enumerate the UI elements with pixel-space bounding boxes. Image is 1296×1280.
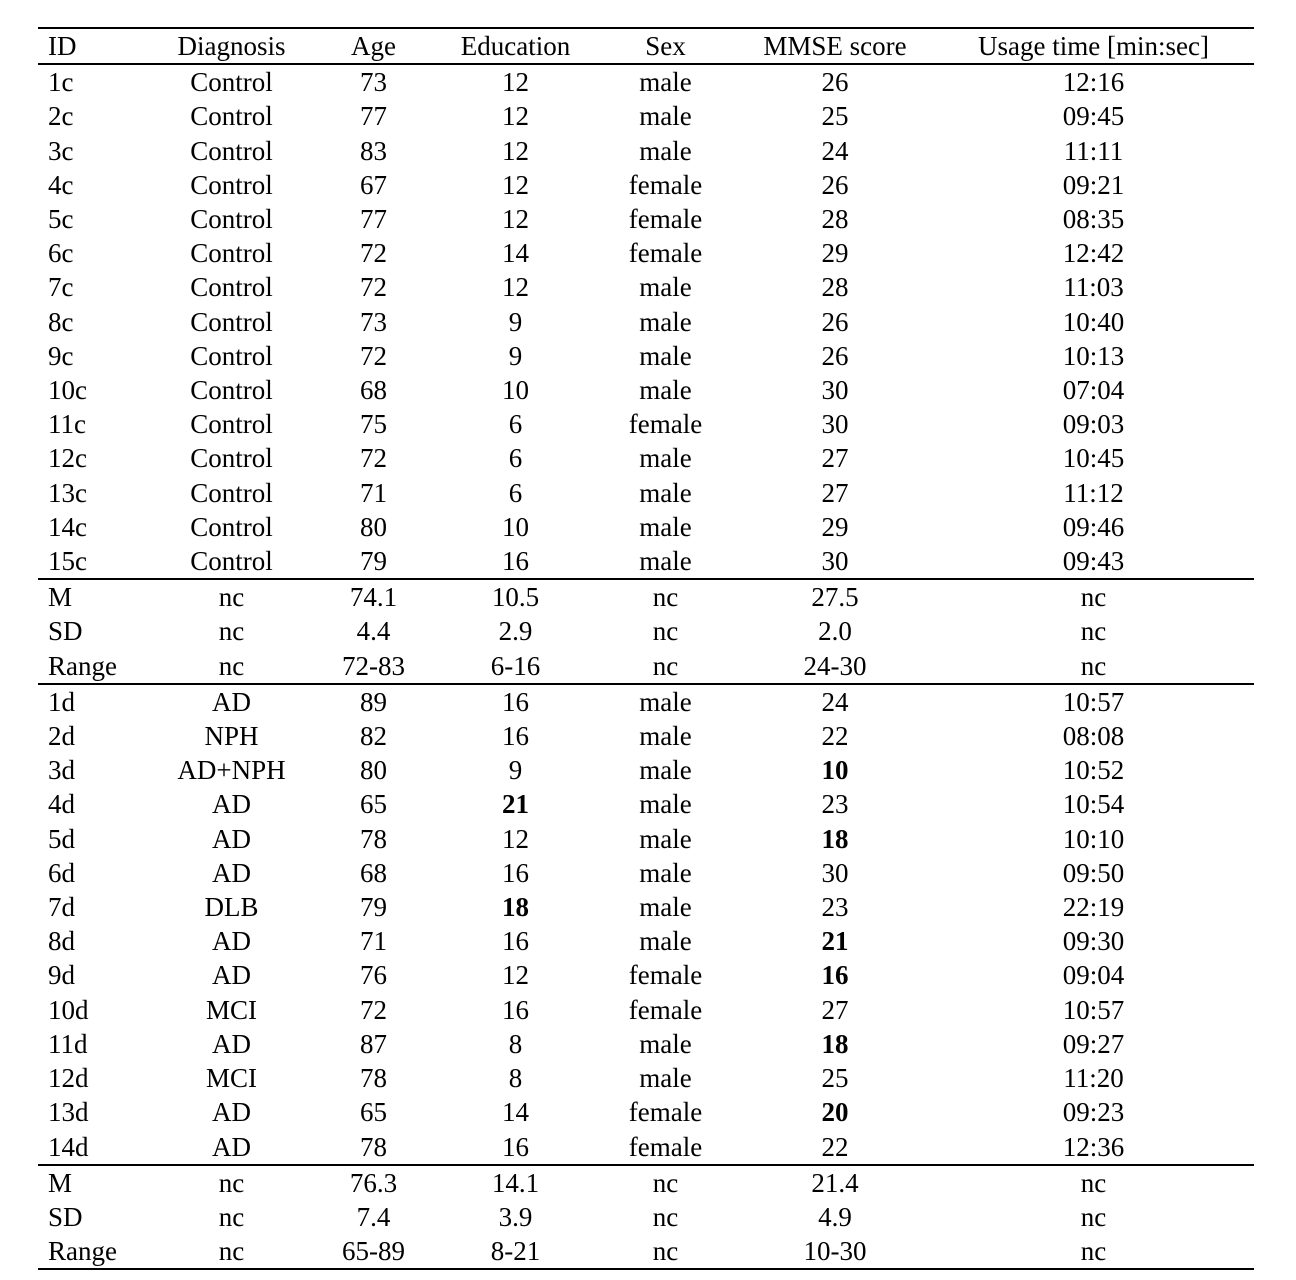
table-cell: nc: [1080, 616, 1107, 647]
table-cell: 10c: [48, 375, 87, 406]
table-cell: male: [639, 926, 692, 957]
table-cell: 72: [360, 340, 387, 371]
table-row: [38, 373, 1254, 407]
table-row: [38, 958, 1254, 992]
table-cell: 18: [821, 1028, 849, 1059]
table-cell: nc: [218, 616, 245, 647]
table-cell: 13c: [48, 477, 87, 508]
table-row: [38, 787, 1254, 821]
table-cell: 22: [821, 721, 849, 752]
table-cell: M: [38, 579, 153, 614]
table-cell: 12:16: [1062, 67, 1125, 98]
table-cell: 12: [502, 169, 529, 200]
table-cell: 77: [360, 204, 387, 235]
table-cell: 10: [821, 755, 849, 786]
table-cell: 11:03: [1063, 272, 1124, 303]
table-cell: nc: [1080, 1201, 1107, 1232]
table-cell: female: [628, 1097, 703, 1128]
table-cell: 15c: [48, 546, 87, 577]
table-cell: nc: [153, 1165, 310, 1200]
table-cell: 25: [821, 101, 849, 132]
table-cell: male: [594, 684, 737, 719]
table-cell: 07:04: [1062, 375, 1125, 406]
table-cell: 12:42: [1062, 238, 1125, 269]
table-cell: female: [628, 994, 703, 1025]
table-cell: 78: [360, 823, 387, 854]
table-cell: 6: [508, 409, 523, 440]
table-cell: AD: [212, 960, 251, 991]
table-cell: male: [639, 306, 692, 337]
table-cell: nc: [153, 1234, 310, 1269]
table-cell: 10:57: [1062, 994, 1125, 1025]
table-cell: 29: [821, 238, 849, 269]
table-cell: 20: [821, 1097, 849, 1128]
table-cell: female: [628, 960, 703, 991]
table-cell: 12:36: [1062, 1131, 1125, 1162]
table-cell: male: [639, 1063, 692, 1094]
table-cell: male: [639, 823, 692, 854]
header-row: [38, 28, 1254, 64]
table-body: [38, 64, 1254, 1269]
table-cell: 28: [821, 272, 849, 303]
summary-row: [38, 1200, 1254, 1234]
column-header: ID: [38, 28, 153, 64]
summary-row: [38, 614, 1254, 648]
table-cell: nc: [652, 1201, 679, 1232]
table-row: [38, 1061, 1254, 1095]
table-cell: 2.9: [498, 616, 533, 647]
table-cell: female: [628, 409, 703, 440]
table-cell: 16: [502, 721, 529, 752]
table-cell: 71: [360, 477, 387, 508]
table-cell: 9c: [48, 340, 74, 371]
table-row: [38, 99, 1254, 133]
table-cell: 3c: [48, 135, 74, 166]
table-cell: 16: [437, 684, 594, 719]
table-cell: nc: [594, 579, 737, 614]
table-cell: 5c: [48, 204, 74, 235]
table-cell: 1c: [48, 67, 74, 98]
table-cell: 24: [821, 135, 849, 166]
table-cell: AD: [212, 926, 251, 957]
table-cell: 27: [821, 443, 849, 474]
table-cell: 11:20: [1063, 1063, 1124, 1094]
table-cell: 76: [360, 960, 387, 991]
table-cell: 72: [360, 238, 387, 269]
table-cell: 30: [821, 857, 849, 888]
table-row: [38, 168, 1254, 202]
table-cell: female: [628, 169, 703, 200]
table-row: [38, 719, 1254, 753]
table-cell: MCI: [205, 994, 257, 1025]
table-cell: 72-83: [342, 650, 405, 681]
table-cell: Control: [190, 67, 273, 98]
table-cell: 12: [502, 135, 529, 166]
table-row: [38, 544, 1254, 579]
table-cell: male: [639, 340, 692, 371]
table-cell: Control: [190, 477, 273, 508]
table-cell: 14d: [48, 1131, 89, 1162]
table-row: [38, 924, 1254, 958]
table-cell: 14c: [48, 511, 87, 542]
table-row: [38, 202, 1254, 236]
table-cell: 68: [360, 375, 387, 406]
table-cell: AD+NPH: [177, 755, 286, 786]
table-cell: 12: [502, 960, 529, 991]
table-cell: 79: [360, 892, 387, 923]
table-cell: 14.1: [437, 1165, 594, 1200]
table-cell: 9d: [48, 960, 75, 991]
table-row: [38, 753, 1254, 787]
table-cell: 67: [360, 169, 387, 200]
table-cell: 80: [360, 755, 387, 786]
table-cell: 8c: [48, 306, 74, 337]
table-cell: Control: [190, 511, 273, 542]
table-cell: 09:46: [1062, 511, 1125, 542]
table-cell: 8: [508, 1063, 523, 1094]
table-cell: 8-21: [437, 1234, 594, 1269]
table-cell: 7d: [48, 892, 75, 923]
table-row: [38, 856, 1254, 890]
table-cell: 25: [821, 1063, 849, 1094]
table-cell: nc: [933, 1234, 1254, 1269]
table-cell: 16: [502, 857, 529, 888]
table-cell: male: [639, 67, 692, 98]
table-cell: Control: [190, 546, 273, 577]
table-cell: 73: [360, 67, 387, 98]
table-cell: DLB: [204, 892, 259, 923]
column-header: Education: [437, 28, 594, 64]
table-cell: 74.1: [310, 579, 437, 614]
table-cell: 77: [360, 101, 387, 132]
table-cell: 73: [360, 306, 387, 337]
table-cell: 23: [821, 892, 849, 923]
table-cell: 3.9: [498, 1201, 533, 1232]
table-cell: 89: [310, 684, 437, 719]
table-cell: 27: [821, 994, 849, 1025]
table-cell: AD: [212, 823, 251, 854]
table-cell: 09:04: [1062, 960, 1125, 991]
table-cell: 29: [821, 511, 849, 542]
table-cell: MCI: [205, 1063, 257, 1094]
table-cell: 21: [821, 926, 849, 957]
table-cell: AD: [212, 1028, 251, 1059]
table-cell: 28: [821, 204, 849, 235]
table-cell: 65: [360, 789, 387, 820]
table-cell: 8: [508, 1028, 523, 1059]
table-cell: 2d: [48, 721, 75, 752]
table-cell: AD: [212, 1131, 251, 1162]
table-cell: AD: [212, 857, 251, 888]
table-cell: 4.9: [818, 1201, 852, 1232]
table-cell: 30: [821, 375, 849, 406]
table-cell: 27.5: [737, 579, 933, 614]
table-cell: AD: [212, 1097, 251, 1128]
table-cell: nc: [218, 1201, 245, 1232]
table-row: [38, 441, 1254, 475]
table-row: [38, 993, 1254, 1027]
table-cell: nc: [594, 1234, 737, 1269]
table-cell: 65-89: [310, 1234, 437, 1269]
table-cell: 12: [502, 101, 529, 132]
table-cell: 26: [821, 306, 849, 337]
table-cell: nc: [652, 650, 679, 681]
table-cell: Range: [48, 650, 117, 681]
table-cell: female: [628, 238, 703, 269]
table-cell: 76.3: [310, 1165, 437, 1200]
table-cell: 08:08: [1062, 721, 1125, 752]
table-cell: 16: [821, 960, 849, 991]
table-cell: 78: [360, 1063, 387, 1094]
table-cell: 21.4: [737, 1165, 933, 1200]
table-cell: female: [628, 1131, 703, 1162]
table-cell: 9: [508, 340, 523, 371]
table-cell: Control: [190, 340, 273, 371]
table-cell: 14: [502, 1097, 529, 1128]
table-cell: male: [639, 511, 692, 542]
table-cell: 27: [821, 477, 849, 508]
table-cell: Control: [190, 135, 273, 166]
table-cell: 22: [821, 1131, 849, 1162]
table-cell: male: [639, 272, 692, 303]
column-header: Usage time [min:sec]: [933, 28, 1254, 64]
table-cell: 24: [737, 684, 933, 719]
table-cell: nc: [1080, 650, 1107, 681]
table-cell: male: [639, 789, 692, 820]
table-cell: 09:30: [1062, 926, 1125, 957]
table-cell: 09:27: [1062, 1028, 1125, 1059]
column-header: Diagnosis: [153, 28, 310, 64]
table-cell: 68: [360, 857, 387, 888]
table-cell: AD: [212, 789, 251, 820]
table-cell: 16: [502, 546, 529, 577]
table-cell: female: [628, 204, 703, 235]
table-cell: 10:57: [933, 684, 1254, 719]
table-cell: male: [639, 477, 692, 508]
table-cell: nc: [933, 1165, 1254, 1200]
table-cell: 6d: [48, 857, 75, 888]
table-cell: 26: [821, 169, 849, 200]
column-header: Age: [310, 28, 437, 64]
table-cell: nc: [652, 616, 679, 647]
table-cell: 72: [360, 272, 387, 303]
table-cell: 6: [508, 443, 523, 474]
table-cell: 10-30: [737, 1234, 933, 1269]
table-cell: 4.4: [356, 616, 391, 647]
table-cell: Control: [190, 409, 273, 440]
table-cell: 12: [502, 204, 529, 235]
table-cell: 26: [821, 340, 849, 371]
table-cell: 11:12: [1063, 477, 1124, 508]
table-row: [38, 339, 1254, 373]
table-cell: 10:54: [1062, 789, 1125, 820]
table-cell: male: [639, 857, 692, 888]
table-row: [38, 822, 1254, 856]
table-row: [38, 270, 1254, 304]
table-cell: 79: [360, 546, 387, 577]
table-cell: 12: [502, 272, 529, 303]
table-cell: 10: [502, 375, 529, 406]
table-row: [38, 510, 1254, 544]
table-row: [38, 1130, 1254, 1165]
table-cell: male: [639, 546, 692, 577]
table-cell: 12: [502, 823, 529, 854]
table-cell: 2.0: [818, 616, 852, 647]
table-cell: NPH: [204, 721, 259, 752]
table-cell: nc: [153, 579, 310, 614]
table-cell: 7c: [48, 272, 74, 303]
table-cell: 09:43: [1062, 546, 1125, 577]
table-row: [38, 236, 1254, 270]
table-cell: 10d: [48, 994, 89, 1025]
patient-data-table: [38, 27, 1254, 1270]
table-cell: 72: [360, 994, 387, 1025]
table-cell: Control: [190, 169, 273, 200]
summary-row: [38, 579, 1254, 614]
table-cell: SD: [48, 616, 83, 647]
table-cell: 7.4: [356, 1201, 391, 1232]
table-cell: 1d: [38, 684, 153, 719]
table-cell: 4c: [48, 169, 74, 200]
table-cell: 87: [360, 1028, 387, 1059]
table-cell: 16: [502, 1131, 529, 1162]
table-cell: 21: [502, 789, 529, 820]
table-row: [38, 407, 1254, 441]
summary-row: [38, 1165, 1254, 1200]
table-cell: 10:10: [1062, 823, 1125, 854]
table-row: [38, 1027, 1254, 1061]
table-cell: 82: [360, 721, 387, 752]
table-cell: 26: [821, 67, 849, 98]
table-cell: 6c: [48, 238, 74, 269]
table-cell: 75: [360, 409, 387, 440]
table-cell: 6: [508, 477, 523, 508]
table-cell: 78: [360, 1131, 387, 1162]
table-cell: 10:52: [1062, 755, 1125, 786]
table-cell: male: [639, 101, 692, 132]
table-cell: 16: [502, 926, 529, 957]
table-row: [38, 134, 1254, 168]
table-cell: 80: [360, 511, 387, 542]
table-cell: 2c: [48, 101, 74, 132]
table-cell: 09:50: [1062, 857, 1125, 888]
table-header: [38, 28, 1254, 64]
table-cell: Range: [38, 1234, 153, 1269]
table-cell: 30: [821, 409, 849, 440]
table-cell: AD: [153, 684, 310, 719]
table-cell: male: [639, 443, 692, 474]
table-cell: 72: [360, 443, 387, 474]
table-cell: 12: [502, 67, 529, 98]
table-cell: 4d: [48, 789, 75, 820]
table-cell: 9: [508, 755, 523, 786]
summary-row: [38, 1234, 1254, 1269]
table-cell: 09:45: [1062, 101, 1125, 132]
table-cell: 11:11: [1063, 135, 1124, 166]
table-cell: 5d: [48, 823, 75, 854]
table-row: [38, 890, 1254, 924]
table-cell: Control: [190, 443, 273, 474]
table-cell: 14: [502, 238, 529, 269]
column-header: MMSE score: [737, 28, 933, 64]
table-cell: 6-16: [490, 650, 541, 681]
table-row: [38, 305, 1254, 339]
table-cell: male: [639, 721, 692, 752]
table-cell: 3d: [48, 755, 75, 786]
summary-row: [38, 649, 1254, 684]
table-cell: 11c: [48, 409, 86, 440]
table-cell: 16: [502, 994, 529, 1025]
table-cell: 12d: [48, 1063, 89, 1094]
table-cell: Control: [190, 306, 273, 337]
table-cell: 83: [360, 135, 387, 166]
table-cell: 10:40: [1062, 306, 1125, 337]
table-cell: male: [639, 375, 692, 406]
table-cell: Control: [190, 375, 273, 406]
table-cell: nc: [933, 579, 1254, 614]
table-cell: 08:35: [1062, 204, 1125, 235]
table-cell: male: [639, 1028, 692, 1059]
table-cell: Control: [190, 204, 273, 235]
table-cell: 65: [360, 1097, 387, 1128]
table-row: [38, 684, 1254, 719]
table-cell: male: [639, 135, 692, 166]
table-cell: 11d: [48, 1028, 88, 1059]
table-cell: nc: [218, 650, 245, 681]
table-cell: 9: [508, 306, 523, 337]
table-cell: 30: [821, 546, 849, 577]
table-cell: 22:19: [1062, 892, 1125, 923]
table-cell: 18: [821, 823, 849, 854]
table-cell: Control: [190, 101, 273, 132]
table-row: [38, 64, 1254, 99]
table-cell: 18: [502, 892, 529, 923]
table-cell: 24-30: [803, 650, 867, 681]
table-cell: 8d: [48, 926, 75, 957]
table-cell: male: [639, 892, 692, 923]
table-cell: 09:21: [1062, 169, 1125, 200]
table-cell: 09:23: [1062, 1097, 1125, 1128]
table-cell: 09:03: [1062, 409, 1125, 440]
table-cell: 13d: [48, 1097, 89, 1128]
table-cell: Control: [190, 238, 273, 269]
table-cell: SD: [48, 1201, 83, 1232]
table-cell: 23: [821, 789, 849, 820]
table-cell: 12c: [48, 443, 87, 474]
table-cell: 10: [502, 511, 529, 542]
column-header: Sex: [594, 28, 737, 64]
table-cell: 10:45: [1062, 443, 1125, 474]
table-cell: 10:13: [1062, 340, 1125, 371]
patient-table-container: [38, 27, 1254, 1270]
table-cell: nc: [594, 1165, 737, 1200]
table-cell: 10.5: [437, 579, 594, 614]
table-cell: 71: [360, 926, 387, 957]
table-cell: M: [38, 1165, 153, 1200]
table-cell: Control: [190, 272, 273, 303]
table-row: [38, 1095, 1254, 1129]
table-cell: male: [639, 755, 692, 786]
table-row: [38, 476, 1254, 510]
